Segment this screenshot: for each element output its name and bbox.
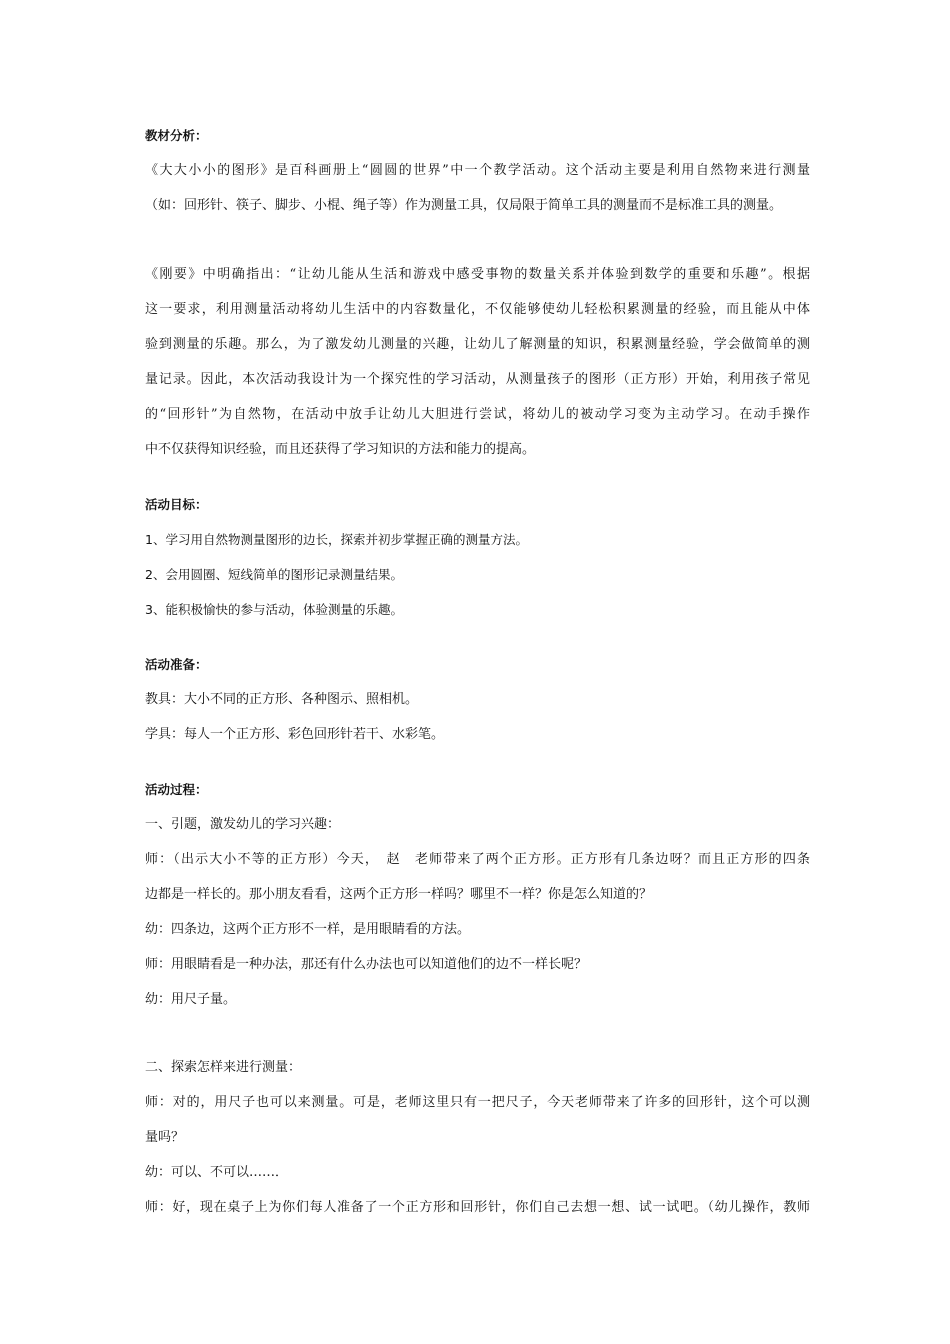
process-section1-line-4: 师：用眼睛看是一种办法，那还有什么办法也可以知道他们的边不一样长呢？: [145, 957, 588, 972]
prep-heading: 活动准备：: [145, 657, 208, 672]
process-section1-line-1: 师：（出示大小不等的正方形）今天， 赵 老师带来了两个正方形。正方形有几条边呀？而且正方形的四条: [145, 852, 810, 867]
analysis-para2-line-4: 量记录。因此，本次活动我设计为一个探究性的学习活动，从测量孩子的图形（正方形）开始，利用孩子常见: [145, 372, 810, 387]
process-section2-line-1: 师：对的，用尺子也可以来测量。可是，老师这里只有一把尺子，今天老师带来了许多的回形针，这个可以测: [145, 1095, 810, 1110]
analysis-para2-line-1: 《刚要》中明确指出：“让幼儿能从生活和游戏中感受事物的数量关系并体验到数学的重要和乐趣”。根据: [145, 267, 810, 282]
goal-item-1: 1、学习用自然物测量图形的边长，探索并初步掌握正确的测量方法。: [145, 532, 528, 547]
process-section2-title: 二、探索怎样来进行测量：: [145, 1060, 302, 1075]
analysis-para2-line-6: 中不仅获得知识经验，而且还获得了学习知识的方法和能力的提高。: [145, 442, 536, 457]
analysis-para2-line-5: 的“回形针”为自然物，在活动中放手让幼儿大胆进行尝试，将幼儿的被动学习变为主动学习。在动手操作: [145, 407, 810, 422]
process-section1-line-3: 幼：四条边，这两个正方形不一样，是用眼睛看的方法。: [145, 922, 471, 937]
analysis-line-1: 《大大小小的图形》是百科画册上“圆圆的世界”中一个教学活动。这个活动主要是利用自然物来进行测量: [145, 163, 810, 178]
process-section1-title: 一、引题，激发幼儿的学习兴趣：: [145, 817, 341, 832]
analysis-heading: 教材分析：: [145, 128, 208, 143]
process-section1-line-2: 边都是一样长的。那小朋友看看，这两个正方形一样吗？哪里不一样？你是怎么知道的？: [145, 887, 653, 902]
process-section2-line-4: 师：好，现在桌子上为你们每人准备了一个正方形和回形针，你们自己去想一想、试一试吧。（幼儿操作，教师: [145, 1200, 810, 1215]
analysis-para2-line-3: 验到测量的乐趣。那么，为了激发幼儿测量的兴趣，让幼儿了解测量的知识，积累测量经验，学会做简单的测: [145, 337, 810, 352]
goal-item-3: 3、能积极愉快的参与活动，体验测量的乐趣。: [145, 602, 403, 617]
prep-item-1: 教具：大小不同的正方形、各种图示、照相机。: [145, 692, 419, 707]
process-section1-line-5: 幼：用尺子量。: [145, 992, 237, 1007]
process-heading: 活动过程：: [145, 782, 208, 797]
process-section2-line-3: 幼：可以、不可以……．: [145, 1165, 289, 1180]
goal-item-2: 2、会用圆圈、短线简单的图形记录测量结果。: [145, 567, 403, 582]
prep-item-2: 学具：每人一个正方形、彩色回形针若干、水彩笔。: [145, 727, 445, 742]
process-section2-line-2: 量吗？: [145, 1130, 185, 1145]
analysis-para2-line-2: 这一要求，利用测量活动将幼儿生活中的内容数量化，不仅能够使幼儿轻松积累测量的经验，而且能从中体: [145, 302, 810, 317]
analysis-line-2: （如：回形针、筷子、脚步、小棍、绳子等）作为测量工具，仅局限于简单工具的测量而不是标准工具的测量。: [145, 198, 783, 213]
goals-heading: 活动目标：: [145, 497, 208, 512]
